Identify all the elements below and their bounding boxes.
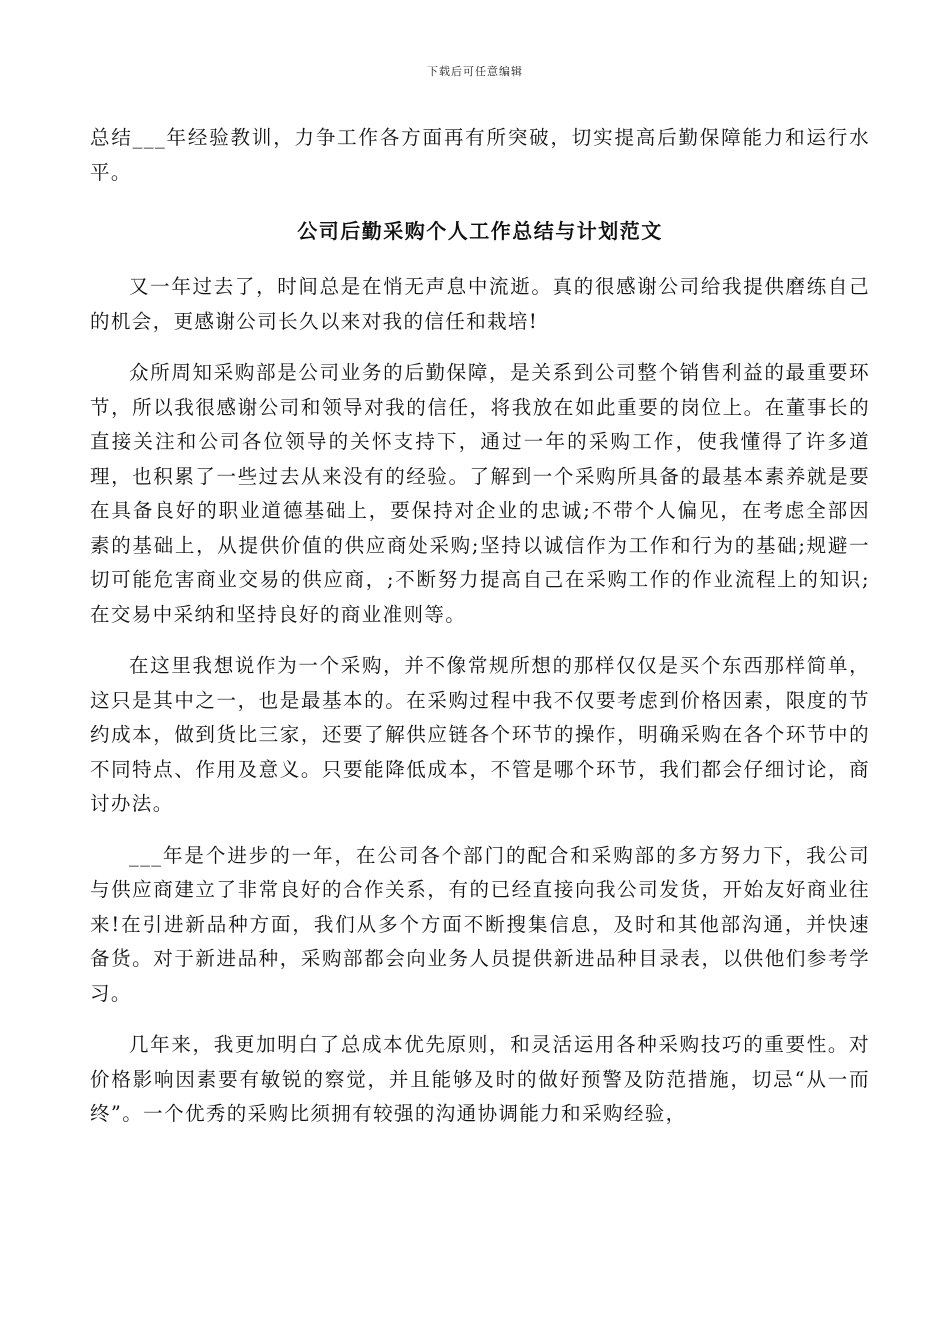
body-paragraph-1: 又一年过去了，时间总是在悄无声息中流逝。真的很感谢公司给我提供磨练自己的机会，更感谢公司长久以来对我的信任和栽培! — [90, 275, 870, 333]
body-paragraph-5: 几年来，我更加明白了总成本优先原则，和灵活运用各种采购技巧的重要性。对价格影响因素要有敏锐的察觉，并且能够及时的做好预警及防范措施，切忌“从一而终”。一个优秀的采购比须拥有较强的沟通协调能力和采购经验， — [90, 1033, 870, 1125]
body-paragraph-4: ___年是个进步的一年，在公司各个部门的配合和采购部的多方努力下，我公司与供应商建立了非常良好的合作关系，有的已经直接向我公司发货，开始友好商业往来!在引进新品种方面，我们从多个方面不断搜集信息，及时和其他部沟通，并快速备货。对于新进品种，采购部都会向业务人员提供新进品种目录表，以供他们参考学习。 — [90, 843, 870, 1005]
header-note: 下载后可任意编辑 — [427, 65, 523, 78]
document-body — [90, 121, 870, 1132]
body-paragraph-2: 众所周知采购部是公司业务的后勤保障，是关系到公司整个销售利益的最重要环节，所以我很感谢公司和领导对我的信任，将我放在如此重要的岗位上。在董事长的直接关注和公司各位领导的关怀支持下，通过一年的采购工作，使我懂得了许多道理，也积累了一些过去从来没有的经验。了解到一个采购所具备的最基本素养就是要在具备良好的职业道德基础上，要保持对企业的忠诚;不带个人偏见，在考虑全部因素的基础上，从提供价值的供应商处采购;坚持以诚信作为工作和行为的基础;规避一切可能危害商业交易的供应商，;不断努力提高自己在采购工作的作业流程上的知识;在交易中采纳和坚持良好的商业准则等。 — [90, 361, 870, 626]
body-paragraph-3: 在这里我想说作为一个采购，并不像常规所想的那样仅仅是买个东西那样简单，这只是其中之一，也是最基本的。在采购过程中我不仅要考虑到价格因素，限度的节约成本，做到货比三家，还要了解供应链各个环节的操作，明确采购在各个环节中的不同特点、作用及意义。只要能降低成本，不管是哪个环节，我们都会仔细讨论，商讨办法。 — [90, 654, 870, 815]
document-title: 公司后勤采购个人工作总结与计划范文 — [297, 219, 663, 243]
intro-paragraph: 总结___年经验教训，力争工作各方面再有所突破，切实提高后勤保障能力和运行水平。 — [90, 126, 870, 184]
